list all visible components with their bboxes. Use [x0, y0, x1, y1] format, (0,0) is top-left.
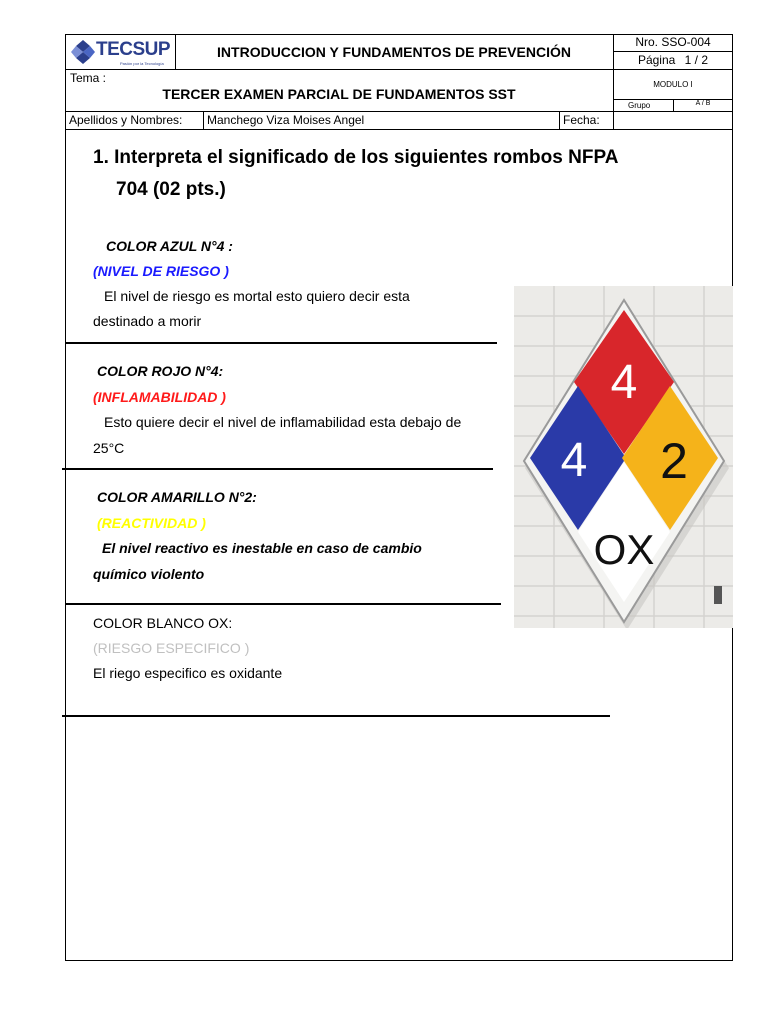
section-red-text-2: 25°C	[93, 440, 125, 456]
question-title-line2: 704 (02 pts.)	[116, 179, 226, 200]
section-white-subheading: (RIESGO ESPECIFICO )	[93, 640, 250, 656]
exam-title: TERCER EXAMEN PARCIAL DE FUNDAMENTOS SST	[162, 86, 516, 102]
section-white-text-1: El riego especifico es oxidante	[93, 665, 283, 681]
nfpa-diamond-graphic	[514, 286, 733, 628]
grupo-label: Grupo	[628, 101, 651, 110]
diamond-right-number: 2	[660, 433, 688, 489]
grupo-value: A / B	[695, 100, 711, 107]
name-value: Manchego Viza Moises Angel	[207, 113, 365, 127]
header-divider-1	[65, 69, 733, 70]
logo-tagline: Pasión por la Tecnología	[120, 61, 164, 66]
section-blue-heading: COLOR AZUL N°4 :	[106, 238, 233, 254]
course-title: INTRODUCCION Y FUNDAMENTOS DE PREVENCIÓN	[217, 44, 571, 60]
answer-rule-1	[66, 342, 497, 344]
section-red-subheading: (INFLAMABILIDAD )	[93, 389, 226, 405]
module-label: MODULO I	[653, 80, 693, 89]
fecha-label: Fecha:	[563, 113, 600, 127]
name-value-divider	[559, 111, 560, 129]
question-title-line1: 1. Interpreta el significado de los siguientes rombos NFPA	[93, 147, 619, 168]
header-divider-2	[65, 111, 733, 112]
header-docnum-divider	[613, 51, 733, 52]
tema-label: Tema :	[70, 71, 107, 85]
header-divider-3	[65, 129, 733, 130]
logo-mark-icon	[70, 39, 96, 65]
answer-rule-4	[62, 715, 610, 717]
diamond-top-number: 4	[610, 356, 638, 409]
page-label: Página	[637, 53, 676, 67]
section-yellow-text-2: químico violento	[93, 566, 205, 582]
section-red-heading: COLOR ROJO N°4:	[97, 363, 224, 379]
name-label: Apellidos y Nombres:	[69, 113, 183, 127]
section-yellow-heading: COLOR AMARILLO N°2:	[97, 489, 257, 505]
section-red-text-1: Esto quiere decir el nivel de inflamabilidad esta debajo de	[104, 414, 462, 430]
section-yellow-text-1: El nivel reactivo es inestable en caso de cambio	[102, 540, 422, 556]
diamond-left-number: 4	[560, 434, 588, 487]
logo-text: TECSUP	[96, 39, 171, 60]
page-number	[613, 53, 733, 67]
answer-rule-3	[66, 603, 501, 605]
nfpa-diamond-photo	[514, 286, 733, 628]
section-blue-subheading: (NIVEL DE RIESGO )	[93, 263, 229, 279]
section-blue-text-1: El nivel de riesgo es mortal esto quiero decir esta	[104, 288, 410, 304]
name-label-divider	[203, 111, 204, 129]
section-blue-text-2: destinado a morir	[93, 313, 202, 329]
section-white-heading: COLOR BLANCO OX:	[93, 615, 233, 631]
page-value: 1 / 2	[684, 53, 709, 67]
tecsup-logo	[70, 38, 172, 66]
section-yellow-subheading: (REACTIVIDAD )	[97, 515, 206, 531]
diamond-bottom-label: OX	[593, 526, 655, 573]
doc-number: Nro. SSO-004	[635, 35, 711, 49]
answer-rule-2	[62, 468, 493, 470]
